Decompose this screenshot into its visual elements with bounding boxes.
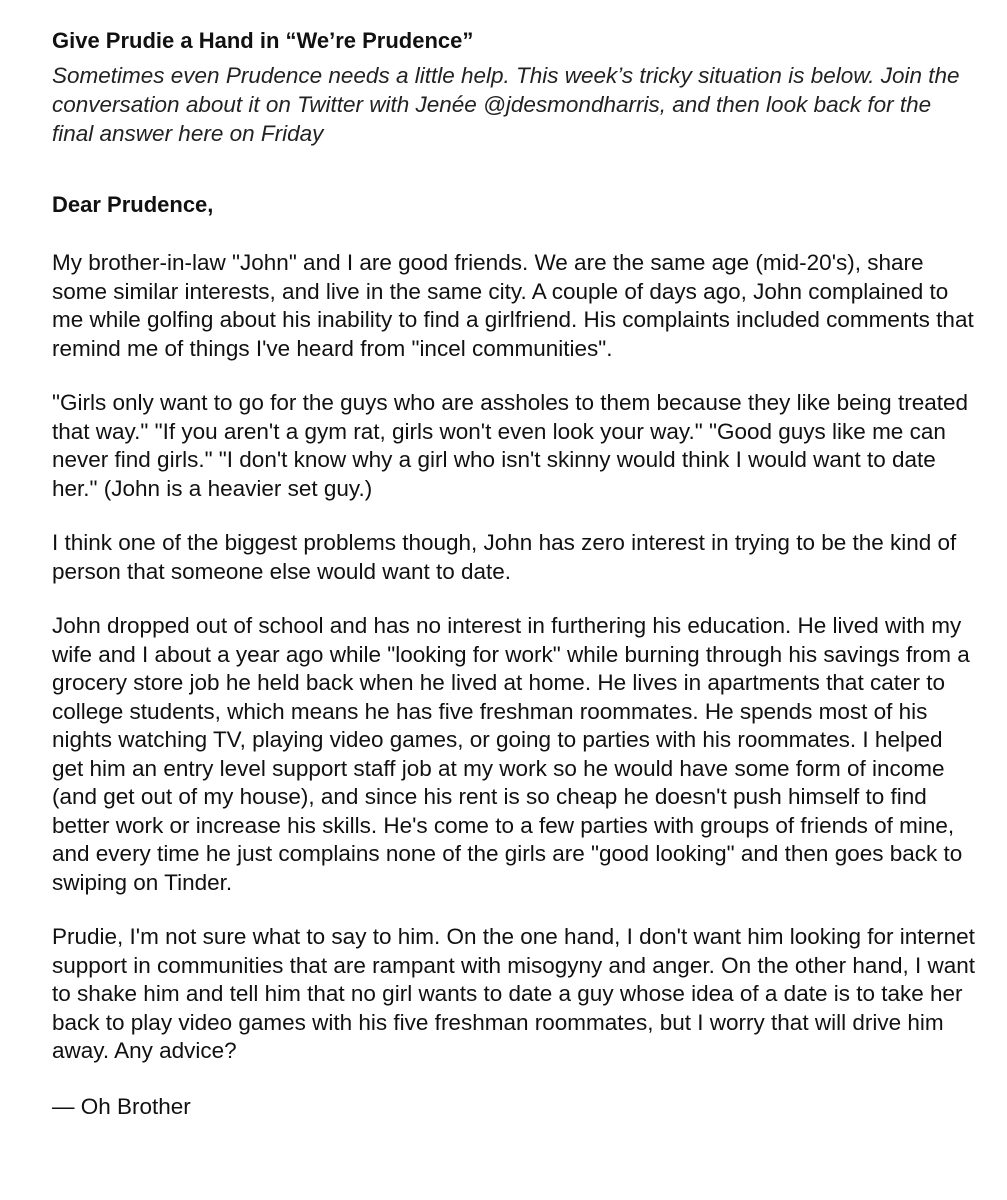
letter-paragraph: "Girls only want to go for the guys who are assholes to them because they like being treated that way." "If you aren't a gym rat, girls won't even look your way." "Good guys like me can never find girls." "I don't know why a girl who isn't skinny would think I would want to date her." (John is a heavier set guy.) (52, 390, 968, 501)
article-headline: Give Prudie a Hand in “We’re Prudence” (52, 28, 474, 53)
letter-paragraph: Prudie, I'm not sure what to say to him. On the one hand, I don't want him looking for internet support in communities that are rampant with misogyny and anger. On the other hand, I want to shake him and tell him that no girl wants to date a guy whose idea of a date is to take her back to play video games with his five freshman roommates, but I worry that will drive him away. Any advice? (52, 924, 976, 1063)
letter-signature: — Oh Brother (52, 1093, 191, 1119)
article-intro: Sometimes even Prudence needs a little help. This week’s tricky situation is below. Join the conversation about it on Twitter with Jenée @jdesmondharris, and then look back for the final answer here on Friday (52, 63, 960, 146)
letter-paragraph: I think one of the biggest problems though, John has zero interest in trying to be the kind of person that someone else would want to date. (52, 530, 957, 584)
article (52, 27, 977, 1121)
letter-paragraph: John dropped out of school and has no interest in furthering his education. He lived with my wife and I about a year ago while "looking for work" while burning through his savings from a grocery store job he held back when he lived at home. He lives in apartments that cater to college students, which means he has five freshman roommates. He spends most of his nights watching TV, playing video games, or going to parties with his roommates. I helped get him an entry level support staff job at my work so he would have some form of income (and get out of my house), and since his rent is so cheap he doesn't push himself to find better work or increase his skills. He's come to a few parties with groups of friends of mine, and every time he just complains none of the girls are "good looking" and then goes back to swiping on Tinder. (52, 613, 970, 895)
letter-salutation: Dear Prudence, (52, 192, 214, 217)
letter-paragraph: My brother-in-law "John" and I are good friends. We are the same age (mid-20's), share some similar interests, and live in the same city. A couple of days ago, John complained to me while golfing about his inability to find a girlfriend. His complaints included comments that remind me of things I've heard from "incel communities". (52, 250, 974, 361)
